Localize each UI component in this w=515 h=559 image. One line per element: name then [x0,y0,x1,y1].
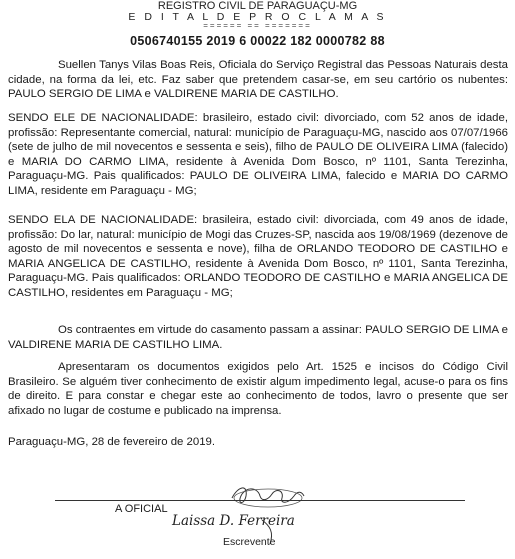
signature-label: A OFICIAL [115,503,168,515]
closing-paragraph: Apresentaram os documentos exigidos pelo Art. 1525 e incisos do Código Civil Brasileiro. Se alguém tiver conhecimento de existir algum impedimento legal, acuse-o para os fins de direito. E para constar e chegar este ao conhecimento de todos, lavro o presente que ser afixado no lugar de costume e publicado na imprensa. [8,361,508,417]
signatory-role: Escrevente [223,536,276,548]
signatory-name: Laissa D. Ferreira [172,513,295,529]
place-date: Paraguaçu-MG, 28 de fevereiro de 2019. [8,436,216,448]
signature-line [55,500,465,501]
handwritten-signature [228,478,308,512]
registry-name: REGISTRO CIVIL DE PARAGUAÇU-MG [157,0,358,12]
bride-paragraph: SENDO ELA DE NACIONALIDADE: brasileira, estado civil: divorciada, com 49 anos de idade, profissão: Do lar, natural: município de Mogi das Cruzes-SP, nascida aos 19/08/1969 (dezenove de agosto de mil novecentos e sessenta e nove), filha de ORLANDO TEODORO DE CASTILHO e MARIA ANGELICA DE CASTILHO, residente à Avenida Dom Bosco, nº 1101, Santa Terezinha, Paraguaçu-MG. Pais qualificados: ORLANDO TEODORO DE CASTILHO e MARIA ANGELICA DE CASTILHO, residentes em Paraguaçu - MG; [8,214,509,299]
title-ornament: ====== == ======= [203,21,312,30]
intro-paragraph: Suellen Tanys Vilas Boas Reis, Oficiala do Serviço Registral das Pessoas Naturais desta cidade, na forma da lei, etc. Faz saber que pretendem casar-se, em seu cartório os nubentes: PAULO SERGIO DE LIMA e VALDIRENE MARIA DE CASTILHO. [8,59,508,100]
signers-paragraph: Os contraentes em virtude do casamento passam a assinar: PAULO SERGIO DE LIMA e VALDIRENE MARIA DE CASTILHO LIMA. [8,324,508,351]
document-title: E D I T A L D E P R O C L A M A S [128,11,387,23]
groom-paragraph: SENDO ELE DE NACIONALIDADE: brasileiro, estado civil: divorciado, com 52 anos de idade, profissão: Representante comercial, natural: município de Paraguaçu-MG, nascido aos 07/07/1966 (sete de julho de mil novecentos e sessenta e seis), filho de PAULO DE OLIVEIRA LIMA (falecido) e MARIA DO CARMO LIMA, residente à Avenida Dom Bosco, nº 1101, Santa Terezinha, Paraguaçu-MG. Pais qualificados: PAULO DE OLIVEIRA LIMA, falecido e MARIA DO CARMO LIMA, residente em Paraguaçu - MG; [8,112,508,197]
document-code: 0506740155 2019 6 00022 182 0000782 88 [130,34,385,48]
